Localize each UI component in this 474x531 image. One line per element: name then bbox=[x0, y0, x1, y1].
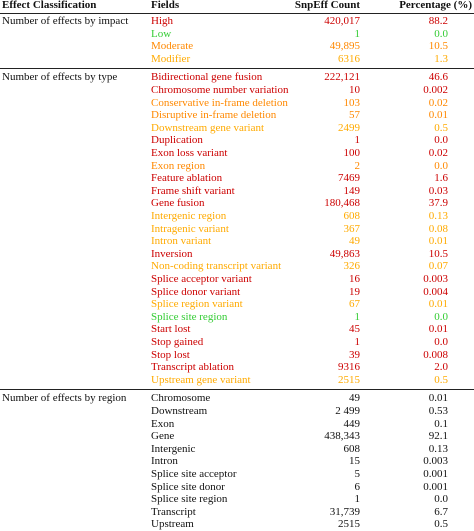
percentage-cell: 0.0 bbox=[434, 493, 448, 506]
percentage-cell: 0.13 bbox=[428, 210, 448, 222]
table-row bbox=[0, 493, 474, 506]
table-row bbox=[0, 53, 474, 66]
count-cell: 45 bbox=[349, 323, 360, 336]
field-cell: Intergenic bbox=[151, 442, 196, 455]
field-cell: Upstream gene variant bbox=[151, 373, 251, 386]
percentage-cell: 46.6 bbox=[428, 71, 448, 84]
field-cell: Gene fusion bbox=[151, 197, 205, 210]
count-cell: 1 bbox=[354, 336, 360, 348]
count-cell: 15 bbox=[349, 455, 360, 468]
field-cell: Exon bbox=[151, 417, 175, 430]
field-cell: Transcript ablation bbox=[151, 361, 234, 374]
header-percentage: Percentage (%) bbox=[399, 0, 472, 11]
count-cell: 7469 bbox=[338, 172, 360, 185]
count-cell: 49,863 bbox=[329, 247, 360, 260]
field-cell: Bidirectional gene fusion bbox=[151, 71, 263, 84]
section-label: Number of effects by region bbox=[2, 392, 127, 405]
percentage-cell: 0.0 bbox=[434, 134, 448, 147]
table-row bbox=[0, 160, 474, 173]
percentage-cell: 92.1 bbox=[428, 430, 448, 443]
count-cell: 57 bbox=[349, 109, 360, 122]
section-label: Number of effects by type bbox=[2, 71, 118, 84]
count-cell: 2515 bbox=[338, 373, 360, 386]
table-row bbox=[0, 172, 474, 185]
percentage-cell: 6.7 bbox=[434, 505, 448, 518]
field-cell: Upstream bbox=[151, 518, 194, 531]
percentage-cell: 0.13 bbox=[428, 442, 448, 455]
percentage-cell: 0.53 bbox=[428, 405, 448, 417]
count-cell: 5 bbox=[354, 468, 360, 480]
count-cell: 608 bbox=[343, 210, 360, 222]
field-cell: Disruptive in-frame deletion bbox=[151, 109, 277, 122]
table-row bbox=[0, 455, 474, 468]
field-cell: Start lost bbox=[151, 323, 191, 336]
percentage-cell: 0.02 bbox=[428, 96, 448, 109]
count-cell: 31,739 bbox=[329, 505, 360, 518]
table-row bbox=[0, 223, 474, 236]
count-cell: 2 bbox=[354, 159, 360, 172]
field-cell: Splice donor variant bbox=[151, 285, 241, 298]
field-cell: Moderate bbox=[151, 40, 194, 53]
percentage-cell: 0.001 bbox=[423, 468, 448, 480]
count-cell: 367 bbox=[343, 222, 360, 235]
percentage-cell: 0.5 bbox=[434, 518, 448, 531]
count-cell: 103 bbox=[343, 96, 360, 109]
field-cell: Splice site region bbox=[151, 493, 228, 506]
field-cell: Intragenic variant bbox=[151, 222, 229, 235]
table-row bbox=[0, 71, 474, 84]
table-row bbox=[0, 286, 474, 299]
count-cell: 2499 bbox=[338, 121, 360, 134]
table-row bbox=[0, 109, 474, 122]
percentage-cell: 0.01 bbox=[428, 235, 448, 248]
percentage-cell: 10.5 bbox=[428, 40, 448, 53]
table-row bbox=[0, 443, 474, 456]
count-cell: 180,468 bbox=[324, 197, 360, 210]
table-row bbox=[0, 134, 474, 147]
percentage-cell: 0.01 bbox=[428, 392, 448, 405]
table-row bbox=[0, 374, 474, 387]
percentage-cell: 0.03 bbox=[428, 184, 448, 197]
section-rule bbox=[0, 389, 474, 390]
table-row bbox=[0, 311, 474, 324]
table-row bbox=[0, 40, 474, 53]
field-cell: Splice site donor bbox=[151, 480, 225, 493]
count-cell: 1 bbox=[354, 310, 360, 323]
header-row bbox=[0, 0, 474, 12]
table-row bbox=[0, 28, 474, 41]
table-row bbox=[0, 122, 474, 135]
field-cell: Splice acceptor variant bbox=[151, 273, 252, 285]
percentage-cell: 88.2 bbox=[428, 15, 448, 27]
percentage-cell: 0.0 bbox=[434, 159, 448, 172]
percentage-cell: 1.3 bbox=[434, 52, 448, 65]
table-row bbox=[0, 147, 474, 160]
field-cell: Splice site acceptor bbox=[151, 468, 237, 480]
percentage-cell: 37.9 bbox=[428, 197, 448, 210]
count-cell: 608 bbox=[343, 442, 360, 455]
field-cell: Frame shift variant bbox=[151, 184, 235, 197]
field-cell: Conservative in-frame deletion bbox=[151, 96, 288, 109]
count-cell: 10 bbox=[349, 84, 360, 96]
count-cell: 16 bbox=[349, 273, 360, 285]
table-row bbox=[0, 273, 474, 286]
count-cell: 49,895 bbox=[329, 40, 360, 53]
table-row bbox=[0, 235, 474, 248]
field-cell: Stop gained bbox=[151, 336, 204, 348]
count-cell: 39 bbox=[349, 348, 360, 361]
table-row bbox=[0, 185, 474, 198]
percentage-cell: 0.001 bbox=[423, 480, 448, 493]
percentage-cell: 0.003 bbox=[423, 455, 448, 468]
field-cell: Transcript bbox=[151, 505, 196, 518]
field-cell: Downstream bbox=[151, 405, 208, 417]
table-row bbox=[0, 418, 474, 431]
field-cell: Modifier bbox=[151, 52, 191, 65]
field-cell: Chromosome bbox=[151, 392, 211, 405]
section-label: Number of effects by impact bbox=[2, 15, 129, 27]
table-row bbox=[0, 481, 474, 494]
percentage-cell: 0.004 bbox=[423, 285, 448, 298]
header-snpeff-count: SnpEff Count bbox=[294, 0, 360, 11]
percentage-cell: 0.1 bbox=[434, 417, 448, 430]
field-cell: Exon region bbox=[151, 159, 206, 172]
table-row bbox=[0, 298, 474, 311]
table-row bbox=[0, 260, 474, 273]
section-rule bbox=[0, 68, 474, 69]
table-row bbox=[0, 336, 474, 349]
count-cell: 49 bbox=[349, 392, 360, 405]
table-row bbox=[0, 197, 474, 210]
count-cell: 438,343 bbox=[324, 430, 360, 443]
table-row bbox=[0, 210, 474, 223]
table-row bbox=[0, 248, 474, 261]
percentage-cell: 0.003 bbox=[423, 273, 448, 285]
field-cell: Duplication bbox=[151, 134, 203, 147]
field-cell: High bbox=[151, 15, 173, 27]
field-cell: Intron bbox=[151, 455, 178, 468]
table-row bbox=[0, 468, 474, 481]
field-cell: Intron variant bbox=[151, 235, 212, 248]
table-row bbox=[0, 349, 474, 362]
header-rule bbox=[0, 13, 474, 14]
percentage-cell: 0.0 bbox=[434, 310, 448, 323]
field-cell: Feature ablation bbox=[151, 172, 223, 185]
table-row bbox=[0, 15, 474, 28]
table-row bbox=[0, 361, 474, 374]
percentage-cell: 0.02 bbox=[428, 147, 448, 159]
percentage-cell: 0.5 bbox=[434, 121, 448, 134]
field-cell: Exon loss variant bbox=[151, 147, 228, 159]
header-effect-classification: Effect Classification bbox=[2, 0, 97, 11]
count-cell: 1 bbox=[354, 493, 360, 506]
percentage-cell: 2.0 bbox=[434, 361, 448, 374]
count-cell: 6 bbox=[354, 480, 360, 493]
field-cell: Gene bbox=[151, 430, 175, 443]
field-cell: Stop lost bbox=[151, 348, 190, 361]
table-row bbox=[0, 97, 474, 110]
count-cell: 6316 bbox=[338, 52, 360, 65]
table-row bbox=[0, 518, 474, 531]
percentage-cell: 0.08 bbox=[428, 222, 448, 235]
table-row bbox=[0, 323, 474, 336]
count-cell: 49 bbox=[349, 235, 360, 248]
percentage-cell: 10.5 bbox=[428, 247, 448, 260]
percentage-cell: 0.002 bbox=[423, 84, 448, 96]
header-fields: Fields bbox=[151, 0, 180, 11]
count-cell: 1 bbox=[354, 27, 360, 40]
percentage-cell: 0.01 bbox=[428, 323, 448, 336]
count-cell: 9316 bbox=[338, 361, 360, 374]
field-cell: Intergenic region bbox=[151, 210, 227, 222]
count-cell: 2515 bbox=[338, 518, 360, 531]
count-cell: 449 bbox=[343, 417, 360, 430]
count-cell: 100 bbox=[343, 147, 360, 159]
percentage-cell: 0.01 bbox=[428, 298, 448, 311]
table-row bbox=[0, 405, 474, 418]
field-cell: Low bbox=[151, 27, 172, 40]
percentage-cell: 0.0 bbox=[434, 27, 448, 40]
percentage-cell: 1.6 bbox=[434, 172, 448, 185]
count-cell: 326 bbox=[343, 260, 360, 273]
field-cell: Splice site region bbox=[151, 310, 228, 323]
field-cell: Downstream gene variant bbox=[151, 121, 265, 134]
count-cell: 1 bbox=[354, 134, 360, 147]
field-cell: Inversion bbox=[151, 247, 193, 260]
table-row bbox=[0, 430, 474, 443]
field-cell: Splice region variant bbox=[151, 298, 243, 311]
table-row bbox=[0, 84, 474, 97]
count-cell: 67 bbox=[349, 298, 360, 311]
count-cell: 19 bbox=[349, 285, 360, 298]
count-cell: 222,121 bbox=[324, 71, 360, 84]
field-cell: Non-coding transcript variant bbox=[151, 260, 282, 273]
count-cell: 149 bbox=[343, 184, 360, 197]
percentage-cell: 0.01 bbox=[428, 109, 448, 122]
percentage-cell: 0.0 bbox=[434, 336, 448, 348]
count-cell: 420,017 bbox=[324, 15, 360, 27]
percentage-cell: 0.07 bbox=[428, 260, 448, 273]
table-row bbox=[0, 392, 474, 405]
percentage-cell: 0.5 bbox=[434, 373, 448, 386]
field-cell: Chromosome number variation bbox=[151, 84, 289, 96]
count-cell: 2 499 bbox=[335, 405, 360, 417]
table-row bbox=[0, 506, 474, 519]
percentage-cell: 0.008 bbox=[423, 348, 448, 361]
